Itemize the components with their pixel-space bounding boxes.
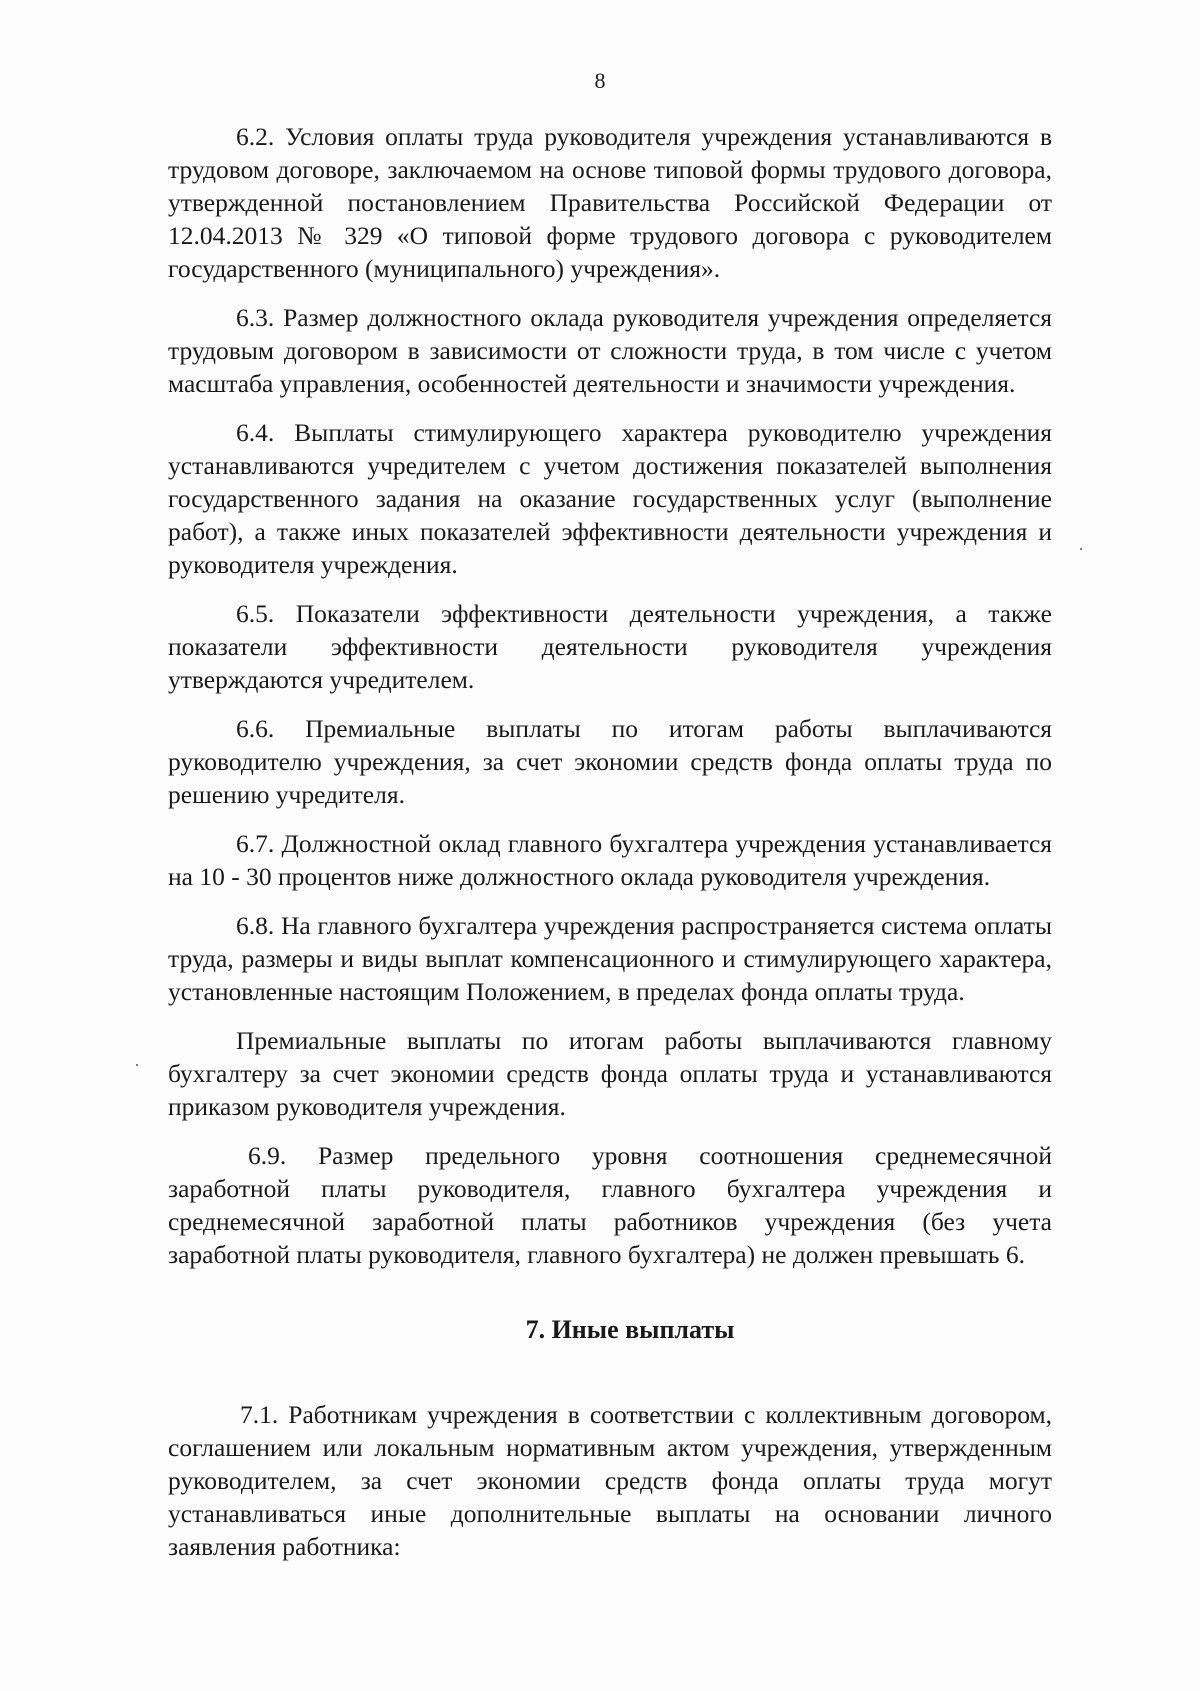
paragraph-7-1: 7.1. Работникам учреждения в соответствии с коллективным договором, соглашением или локальным нормативным актом учреждения, утвержденным руководителем, за счет экономии средств фонда оплаты труда могут устанавливаться иные дополнительные выплаты на основании личного заявления работника: <box>168 1400 1052 1561</box>
section-heading: 7. Иные выплаты <box>525 1315 735 1344</box>
paragraph-6-7: 6.7. Должностной оклад главного бухгалтера учреждения устанавливается на 10 - 30 процентов ниже должностного оклада руководителя учреждения. <box>168 829 1052 891</box>
paragraph-6-5: 6.5. Показатели эффективности деятельности учреждения, а также показатели эффективности деятельности руководителя учреждения утверждаются учредителем. <box>168 599 1052 694</box>
paragraph-6-4: 6.4. Выплаты стимулирующего характера руководителю учреждения устанавливаются учредителем с учетом достижения показателей выполнения государственного задания на оказание государственных услуг (выполнение работ), а также иных показателей эффективности деятельности учреждения и руководителя учреждения. <box>168 418 1052 579</box>
page-number: 8 <box>594 68 606 93</box>
document-body <box>168 120 1052 1579</box>
paragraph-6-2: 6.2. Условия оплаты труда руководителя учреждения устанавливаются в трудовом договоре, заключаемом на основе типовой формы трудового договора, утвержденной постановлением Правительства Российской Федерации от 12.04.2013 № 329 «О типовой форме трудового договора с руководителем государственного (муниципального) учреждения». <box>168 122 1052 283</box>
paragraph-6-8-continued: Премиальные выплаты по итогам работы выплачиваются главному бухгалтеру за счет экономии средств фонда оплаты труда и устанавливаются приказом руководителя учреждения. <box>168 1026 1052 1121</box>
scan-speck <box>1080 548 1082 550</box>
paragraph-6-3: 6.3. Размер должностного оклада руководителя учреждения определяется трудовым договором в зависимости от сложности труда, в том числе с учетом масштаба управления, особенностей деятельности и значимости учреждения. <box>168 303 1052 398</box>
scan-speck <box>136 1064 138 1066</box>
paragraph-6-9: 6.9. Размер предельного уровня соотношения среднемесячной заработной платы руководителя, главного бухгалтера учреждения и среднемесячной заработной платы работников учреждения (без учета заработной платы руководителя, главного бухгалтера) не должен превышать 6. <box>168 1141 1052 1269</box>
paragraph-6-6: 6.6. Премиальные выплаты по итогам работы выплачиваются руководителю учреждения, за счет экономии средств фонда оплаты труда по решению учредителя. <box>168 714 1052 809</box>
paragraph-6-8: 6.8. На главного бухгалтера учреждения распространяется система оплаты труда, размеры и виды выплат компенсационного и стимулирующего характера, установленные настоящим Положением, в пределах фонда оплаты труда. <box>168 911 1052 1006</box>
